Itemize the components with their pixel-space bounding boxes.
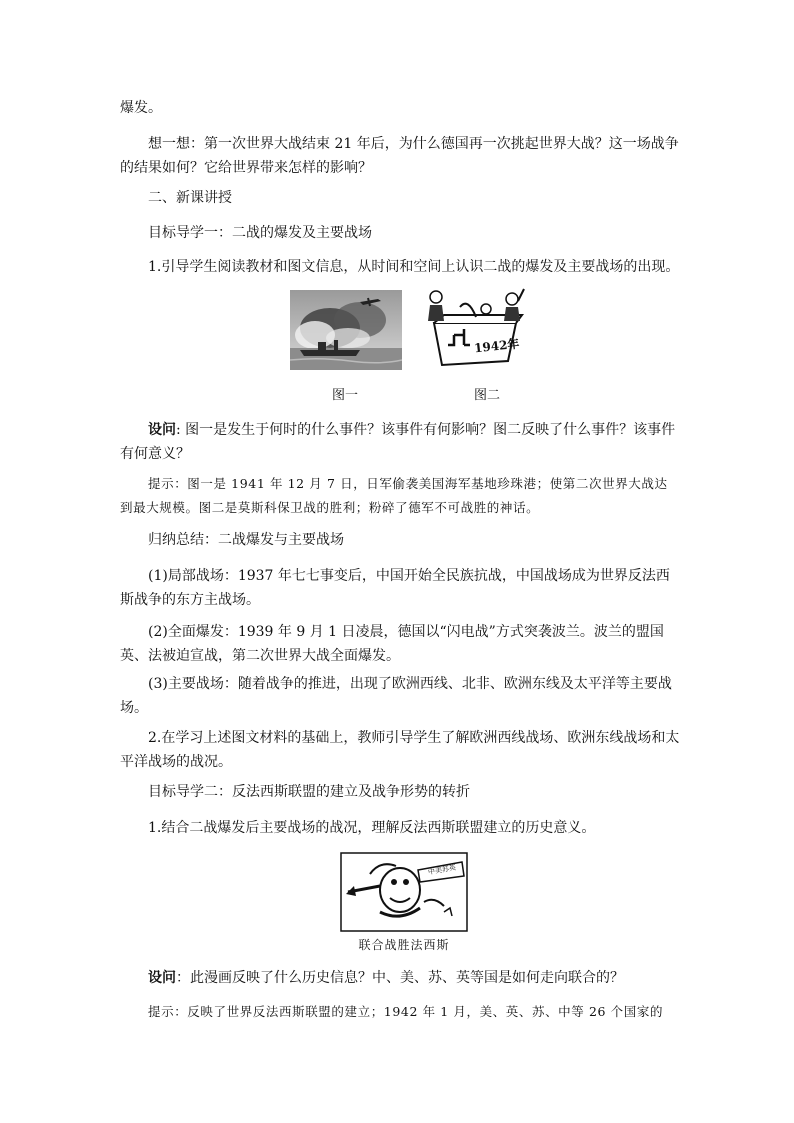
hint-2: 提示：反映了世界反法西斯联盟的建立；1942 年 1 月，美、英、苏、中等 26 个国家的 bbox=[148, 1004, 664, 1019]
summary-heading: 归纳总结：二战爆发与主要战场 bbox=[148, 532, 344, 548]
paragraph-instruction-3: 1.结合二战爆发后主要战场的战况，理解反法西斯联盟建立的历史意义。 bbox=[148, 820, 596, 836]
figure-2-year-label: 1942年 bbox=[473, 336, 521, 356]
paragraph-instruction-2: 2.在学习上述图文材料的基础上，教师引导学生了解欧洲西线战场、欧洲东线战场和太平洋战场的战况。 bbox=[120, 730, 680, 770]
figure-3-banner: 中美苏英 bbox=[427, 863, 457, 877]
figure-2-caption: 图二 bbox=[473, 388, 500, 403]
figure-3-caption: 联合战胜法西斯 bbox=[358, 938, 450, 952]
figure-1-caption: 图一 bbox=[331, 388, 358, 403]
figure-1942-cartoon bbox=[416, 287, 528, 371]
question-text: : 图一是发生于何时的什么事件？该事件有何影响？图二反映了什么事件？该事件有何意义？ bbox=[120, 422, 676, 462]
summary-point-2: (2)全面爆发：1939 年 9 月 1 日凌晨，德国以“闪电战”方式突袭波兰。波兰的盟国英、法被迫宣战，第二次世界大战全面爆发。 bbox=[120, 624, 664, 664]
summary-point-1: (1)局部战场：1937 年七七事变后，中国开始全民族抗战，中国战场成为世界反法西斯战争的东方主战场。 bbox=[120, 568, 670, 608]
section-heading: 二、新课讲授 bbox=[148, 190, 232, 206]
paragraph-continuation: 爆发。 bbox=[120, 100, 162, 116]
figure-pearl-harbor-photo bbox=[290, 290, 402, 370]
goal-heading-2: 目标导学二：反法西斯联盟的建立及战争形势的转折 bbox=[148, 784, 470, 800]
question-1 bbox=[120, 418, 680, 466]
question-label: 设问 bbox=[148, 970, 176, 986]
paragraph-think: 想一想：第一次世界大战结束 21 年后，为什么德国再一次挑起世界大战？这一场战争的结果如何？它给世界带来怎样的影响？ bbox=[120, 136, 679, 176]
question-text: ：此漫画反映了什么历史信息？中、美、苏、英等国是如何走向联合的？ bbox=[176, 970, 624, 986]
figure-alliance-cartoon bbox=[340, 852, 468, 932]
goal-heading-1: 目标导学一：二战的爆发及主要战场 bbox=[148, 225, 372, 241]
question-2 bbox=[120, 966, 680, 990]
question-label: 设问 bbox=[148, 422, 176, 438]
paragraph-instruction-1: 1.引导学生阅读教材和图文信息，从时间和空间上认识二战的爆发及主要战场的出现。 bbox=[148, 259, 680, 275]
summary-point-3: (3)主要战场：随着战争的推进，出现了欧洲西线、北非、欧洲东线及太平洋等主要战场。 bbox=[120, 676, 672, 716]
hint-1: 提示：图一是 1941 年 12 月 7 日，日军偷袭美国海军基地珍珠港；使第二次世界大战达到最大规模。图二是莫斯科保卫战的胜利；粉碎了德军不可战胜的神话。 bbox=[120, 476, 668, 515]
